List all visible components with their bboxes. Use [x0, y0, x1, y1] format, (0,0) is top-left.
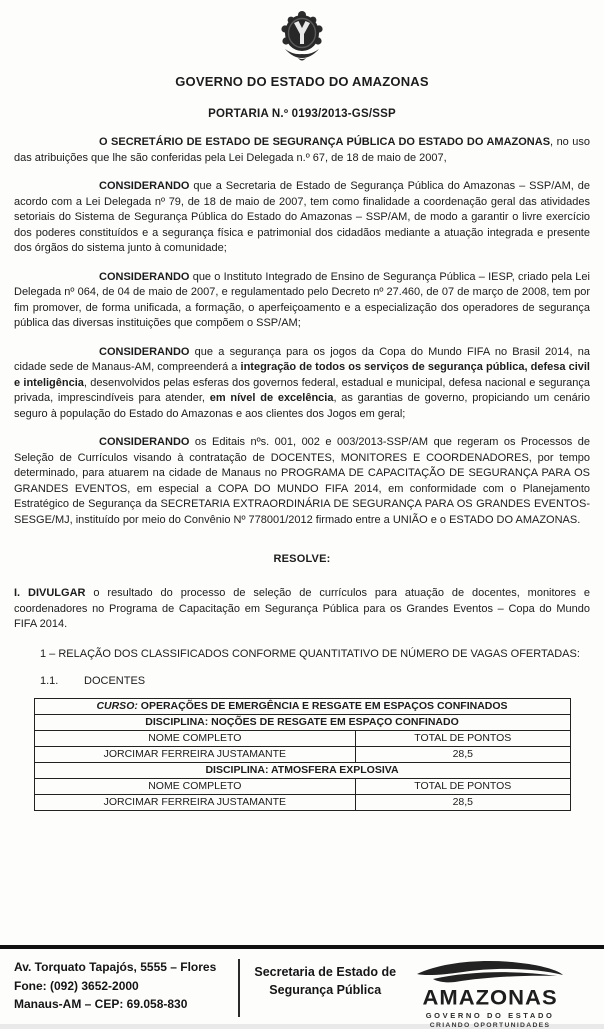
- candidate-points-2: 28,5: [356, 795, 570, 811]
- disciplina-1-cell: DISCIPLINA: NOÇÕES DE RESGATE EM ESPAÇO CONFINADO: [34, 715, 570, 731]
- logo-subtitle: GOVERNO DO ESTADO: [425, 1011, 555, 1020]
- coat-of-arms: [14, 8, 590, 66]
- divulgar-text: o resultado do processo de seleção de currículos para atuação de docentes, monitores e coordenadores no Programa de Capacitação em Segurança Pública para os Grandes Eventos – Copa do Mundo FIFA 2014.: [14, 587, 590, 630]
- preamble-bold: O SECRETÁRIO DE ESTADO DE SEGURANÇA PÚBLICA DO ESTADO DO AMAZONAS: [99, 136, 551, 148]
- paragraph-considerando-1: [14, 179, 590, 257]
- header-pontos-2: TOTAL DE PONTOS: [356, 779, 570, 795]
- logo-swoosh-icon: [411, 958, 569, 984]
- candidate-points-1: 28,5: [356, 747, 570, 763]
- results-table: [34, 698, 571, 811]
- considerando-4-bold: CONSIDERANDO: [99, 436, 190, 448]
- considerando-3-bold: CONSIDERANDO: [99, 345, 190, 358]
- curso-cell: [34, 699, 570, 715]
- footer-secretariat: [250, 963, 400, 999]
- paragraph-considerando-2: [14, 270, 590, 332]
- amazonas-government-logo: [400, 958, 580, 1029]
- considerando-4-text: os Editais nºs. 001, 002 e 003/2013-SSP/AM que regeram os Processos de Seleção de Currículos visando à contratação de DOCENTES, MONITORES E COORDENADORES, por tempo determinado, para atuarem na cidade de Manaus no PROGRAMA DE CAPACITAÇÃO DE SEGURANÇA PARA OS GRANDES EVENTOS, em especial a COPA DO MUNDO FIFA 2014, em conformidade com o Planejamento Estratégico de Segurança da SECRETARIA EXTRAORDINÁRIA DE SEGURANÇA PARA OS GRANDES EVENTOS-SESGE/MJ, instituído por meio do Convênio Nº 778001/2012 firmado entre a UNIÃO e o ESTADO DO AMAZONAS.: [14, 436, 590, 526]
- table-row-curso: [34, 699, 570, 715]
- considerando-2-text: que o Instituto Integrado de Ensino de Segurança Pública – IESP, criado pela Lei Delegada nº 064, de 04 de maio de 2007, e regulamentado pelo Decreto nº 27.460, de 07 de março de 2008, tem por fim promover, de forma unificada, a formação, o aperfeiçoamento e a especialização dos operadores de segurança pública das diversas instituições que compõem o SSP/AM;: [14, 270, 590, 329]
- resolve-heading: RESOLVE:: [273, 553, 331, 565]
- secretariat-line-1: Secretaria de Estado de: [254, 965, 397, 979]
- table-row-headers-2: [34, 779, 570, 795]
- item-1-1-number: 1.1.: [40, 675, 59, 687]
- item-1-1-docentes: [40, 675, 590, 687]
- page-footer: [0, 945, 604, 1029]
- disciplina-2-cell: DISCIPLINA: ATMOSFERA EXPLOSIVA: [34, 763, 570, 779]
- divulgar-bold: I. DIVULGAR: [14, 587, 86, 599]
- paragraph-divulgar: [14, 586, 590, 633]
- table-row-candidate-1: [34, 747, 570, 763]
- address-line-city: Manaus-AM – CEP: 69.058-830: [14, 997, 188, 1012]
- considerando-3-text-e: , as garantias de governo, propiciando um cenário seguro à população do Estado do Amazonas e aos clientes dos Jogos em geral;: [14, 392, 590, 420]
- preamble-text: , no uso das atribuições que lhe são conferidas pela Lei Delegada n.º 67, de 18 de maio de 2007,: [14, 136, 591, 164]
- item-1-relacao: 1 – RELAÇÃO DOS CLASSIFICADOS CONFORME QUANTITATIVO DE NÚMERO DE VAGAS OFERTADAS:: [40, 647, 580, 660]
- footer-divider: [238, 959, 241, 1017]
- paragraph-preamble: [14, 135, 590, 166]
- considerando-2-bold: CONSIDERANDO: [99, 270, 190, 283]
- candidate-name-2: JORCIMAR FERREIRA JUSTAMANTE: [34, 795, 356, 811]
- address-line-phone: Fone: (092) 3652-2000: [14, 978, 139, 993]
- ordinance-number: PORTARIA N.º 0193/2013-GS/SSP: [208, 108, 396, 120]
- footer-address: [14, 958, 232, 1014]
- considerando-3-text-c: , desenvolvidos pelas esferas dos governos federal, estadual e municipal, defesa nacional e segurança privada, imprescindíveis para atender,: [14, 376, 590, 404]
- address-line-street: Av. Torquato Tapajós, 5555 – Flores: [14, 960, 217, 974]
- header-nome-1: NOME COMPLETO: [34, 731, 356, 747]
- considerando-3-bold-b: integração de todos os serviços de segurança pública, defesa civil e inteligência: [14, 361, 590, 389]
- table-row-candidate-2: [34, 795, 570, 811]
- header-pontos-1: TOTAL DE PONTOS: [356, 731, 570, 747]
- considerando-3-bold-d: em nível de excelência: [209, 392, 334, 404]
- paragraph-considerando-4: [14, 435, 590, 528]
- curso-text: OPERAÇÕES DE EMERGÊNCIA E RESGATE EM ESPAÇOS CONFINADOS: [137, 700, 508, 712]
- paragraph-considerando-3: [14, 345, 590, 423]
- header-nome-2: NOME COMPLETO: [34, 779, 356, 795]
- table-row-disciplina-1: [34, 715, 570, 731]
- logo-wordmark: AMAZONAS: [422, 985, 558, 1010]
- government-title: GOVERNO DO ESTADO DO AMAZONAS: [175, 74, 429, 89]
- considerando-1-bold: CONSIDERANDO: [99, 180, 190, 192]
- curso-label: CURSO:: [96, 700, 138, 712]
- considerando-1-text: que a Secretaria de Estado de Segurança Pública do Amazonas – SSP/AM, de acordo com a Lei Delegada nº 79, de 18 de maio de 2007, tem como finalidade a coordenação geral das atividades setoriais do Sistema de Segurança Pública do Estado do Amazonas – SSP/AM, de modo a garantir o livre exercício dos poderes constituídos e a segurança física e patrimonial dos cidadãos mediante a atuação integrada e presente dos órgãos do sistema junto à comunidade;: [14, 180, 590, 254]
- secretariat-line-2: Segurança Pública: [269, 983, 382, 998]
- candidate-name-1: JORCIMAR FERREIRA JUSTAMANTE: [34, 747, 356, 763]
- considerando-3-text-a: que a segurança para os jogos da Copa do Mundo FIFA no Brasil 2014, na cidade sede de Manaus-AM, compreenderá a: [14, 345, 590, 373]
- table-row-disciplina-2: [34, 763, 570, 779]
- amazonas-state-crest-icon: [277, 8, 327, 64]
- table-row-headers-1: [34, 731, 570, 747]
- logo-tagline: CRIANDO OPORTUNIDADES: [429, 1022, 551, 1029]
- item-1-1-label: DOCENTES: [84, 675, 146, 687]
